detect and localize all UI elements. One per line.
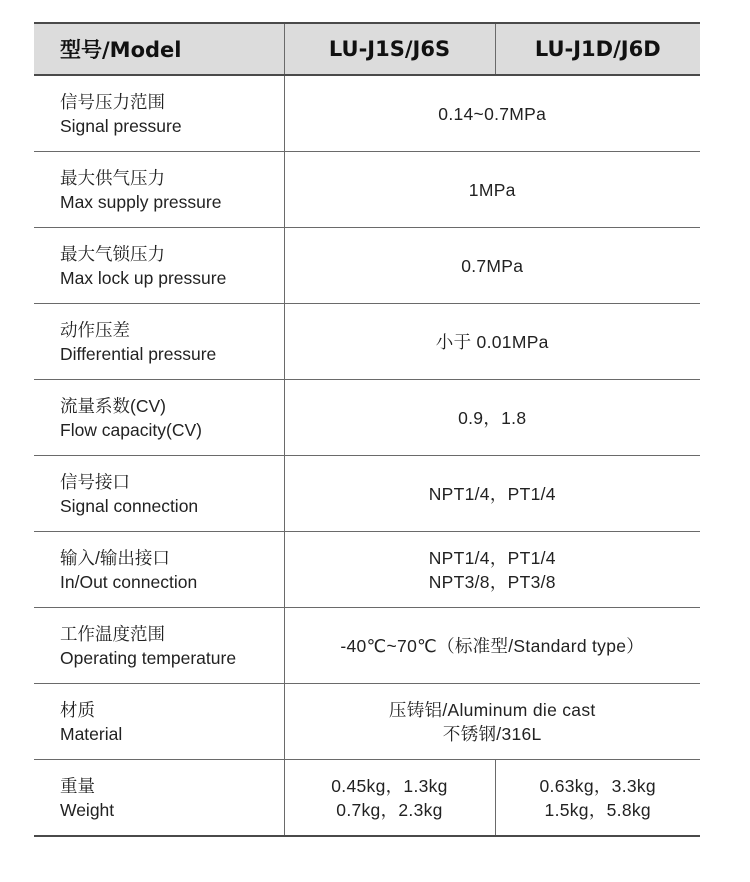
row-value xyxy=(284,532,700,608)
model-header-j1s-j6s: LU-J1S/J6S xyxy=(284,23,495,75)
value-line: 0.45kg，1.3kg xyxy=(331,775,448,796)
row-value-j1d-j6d xyxy=(495,760,700,837)
table-row xyxy=(34,380,700,456)
table-row xyxy=(34,304,700,380)
value-line: 压铸铝/Aluminum die cast xyxy=(388,699,596,720)
table-row xyxy=(34,760,700,837)
row-label-zh: 流量系数(CV) xyxy=(60,395,166,416)
value-line: NPT1/4，PT1/4 xyxy=(428,547,556,568)
row-label-zh: 最大供气压力 xyxy=(60,167,165,188)
value-line: 0.7kg，2.3kg xyxy=(336,799,443,820)
row-value xyxy=(284,684,700,760)
row-label xyxy=(34,456,284,532)
row-value xyxy=(284,456,700,532)
value-line: 1MPa xyxy=(468,179,516,200)
model-header-label: 型号/Model xyxy=(34,23,284,75)
row-label-zh: 输入/输出接口 xyxy=(60,547,170,568)
table-row xyxy=(34,75,700,152)
value-line: 0.14~0.7MPa xyxy=(438,103,547,124)
model-header-j1d-j6d: LU-J1D/J6D xyxy=(495,23,700,75)
value-line: NPT1/4，PT1/4 xyxy=(428,483,556,504)
row-label-zh: 信号压力范围 xyxy=(60,91,165,112)
row-value xyxy=(284,75,700,152)
table-row xyxy=(34,684,700,760)
row-label xyxy=(34,75,284,152)
value-line: NPT3/8，PT3/8 xyxy=(428,571,556,592)
row-value-j1s-j6s xyxy=(284,760,495,837)
row-label-en: Weight xyxy=(60,799,115,820)
row-label-zh: 重量 xyxy=(60,775,95,796)
row-label-en: Differential pressure xyxy=(60,343,217,364)
row-label-en: Operating temperature xyxy=(60,647,237,668)
row-label-zh: 工作温度范围 xyxy=(60,623,165,644)
row-label-en: Flow capacity(CV) xyxy=(60,419,202,440)
value-line: 0.7MPa xyxy=(461,255,524,276)
row-label xyxy=(34,380,284,456)
value-line: -40℃~70℃（标准型/Standard type） xyxy=(340,635,645,656)
row-value xyxy=(284,304,700,380)
row-label-en: Material xyxy=(60,723,123,744)
row-label-en: In/Out connection xyxy=(60,571,198,592)
row-label-en: Max lock up pressure xyxy=(60,267,227,288)
row-label xyxy=(34,684,284,760)
header-row xyxy=(34,23,700,75)
value-line: 不锈钢/316L xyxy=(442,723,542,744)
row-label-zh: 最大气锁压力 xyxy=(60,243,165,264)
row-label-zh: 信号接口 xyxy=(60,471,130,492)
row-label-en: Signal pressure xyxy=(60,115,182,136)
row-label xyxy=(34,304,284,380)
table-row xyxy=(34,456,700,532)
table-row xyxy=(34,608,700,684)
value-line: 0.9，1.8 xyxy=(458,407,527,428)
row-label xyxy=(34,608,284,684)
table-row xyxy=(34,532,700,608)
row-value xyxy=(284,380,700,456)
table-row xyxy=(34,152,700,228)
row-label xyxy=(34,532,284,608)
row-label xyxy=(34,228,284,304)
row-label-zh: 动作压差 xyxy=(60,319,130,340)
spec-table xyxy=(34,22,700,837)
value-line: 1.5kg，5.8kg xyxy=(544,799,651,820)
row-label xyxy=(34,760,284,837)
value-line: 0.63kg，3.3kg xyxy=(539,775,656,796)
row-value xyxy=(284,608,700,684)
value-line: 小于 0.01MPa xyxy=(435,331,549,352)
row-label-en: Signal connection xyxy=(60,495,199,516)
table-row xyxy=(34,228,700,304)
row-label xyxy=(34,152,284,228)
row-value xyxy=(284,152,700,228)
row-label-zh: 材质 xyxy=(60,699,95,720)
row-label-en: Max supply pressure xyxy=(60,191,222,212)
row-value xyxy=(284,228,700,304)
